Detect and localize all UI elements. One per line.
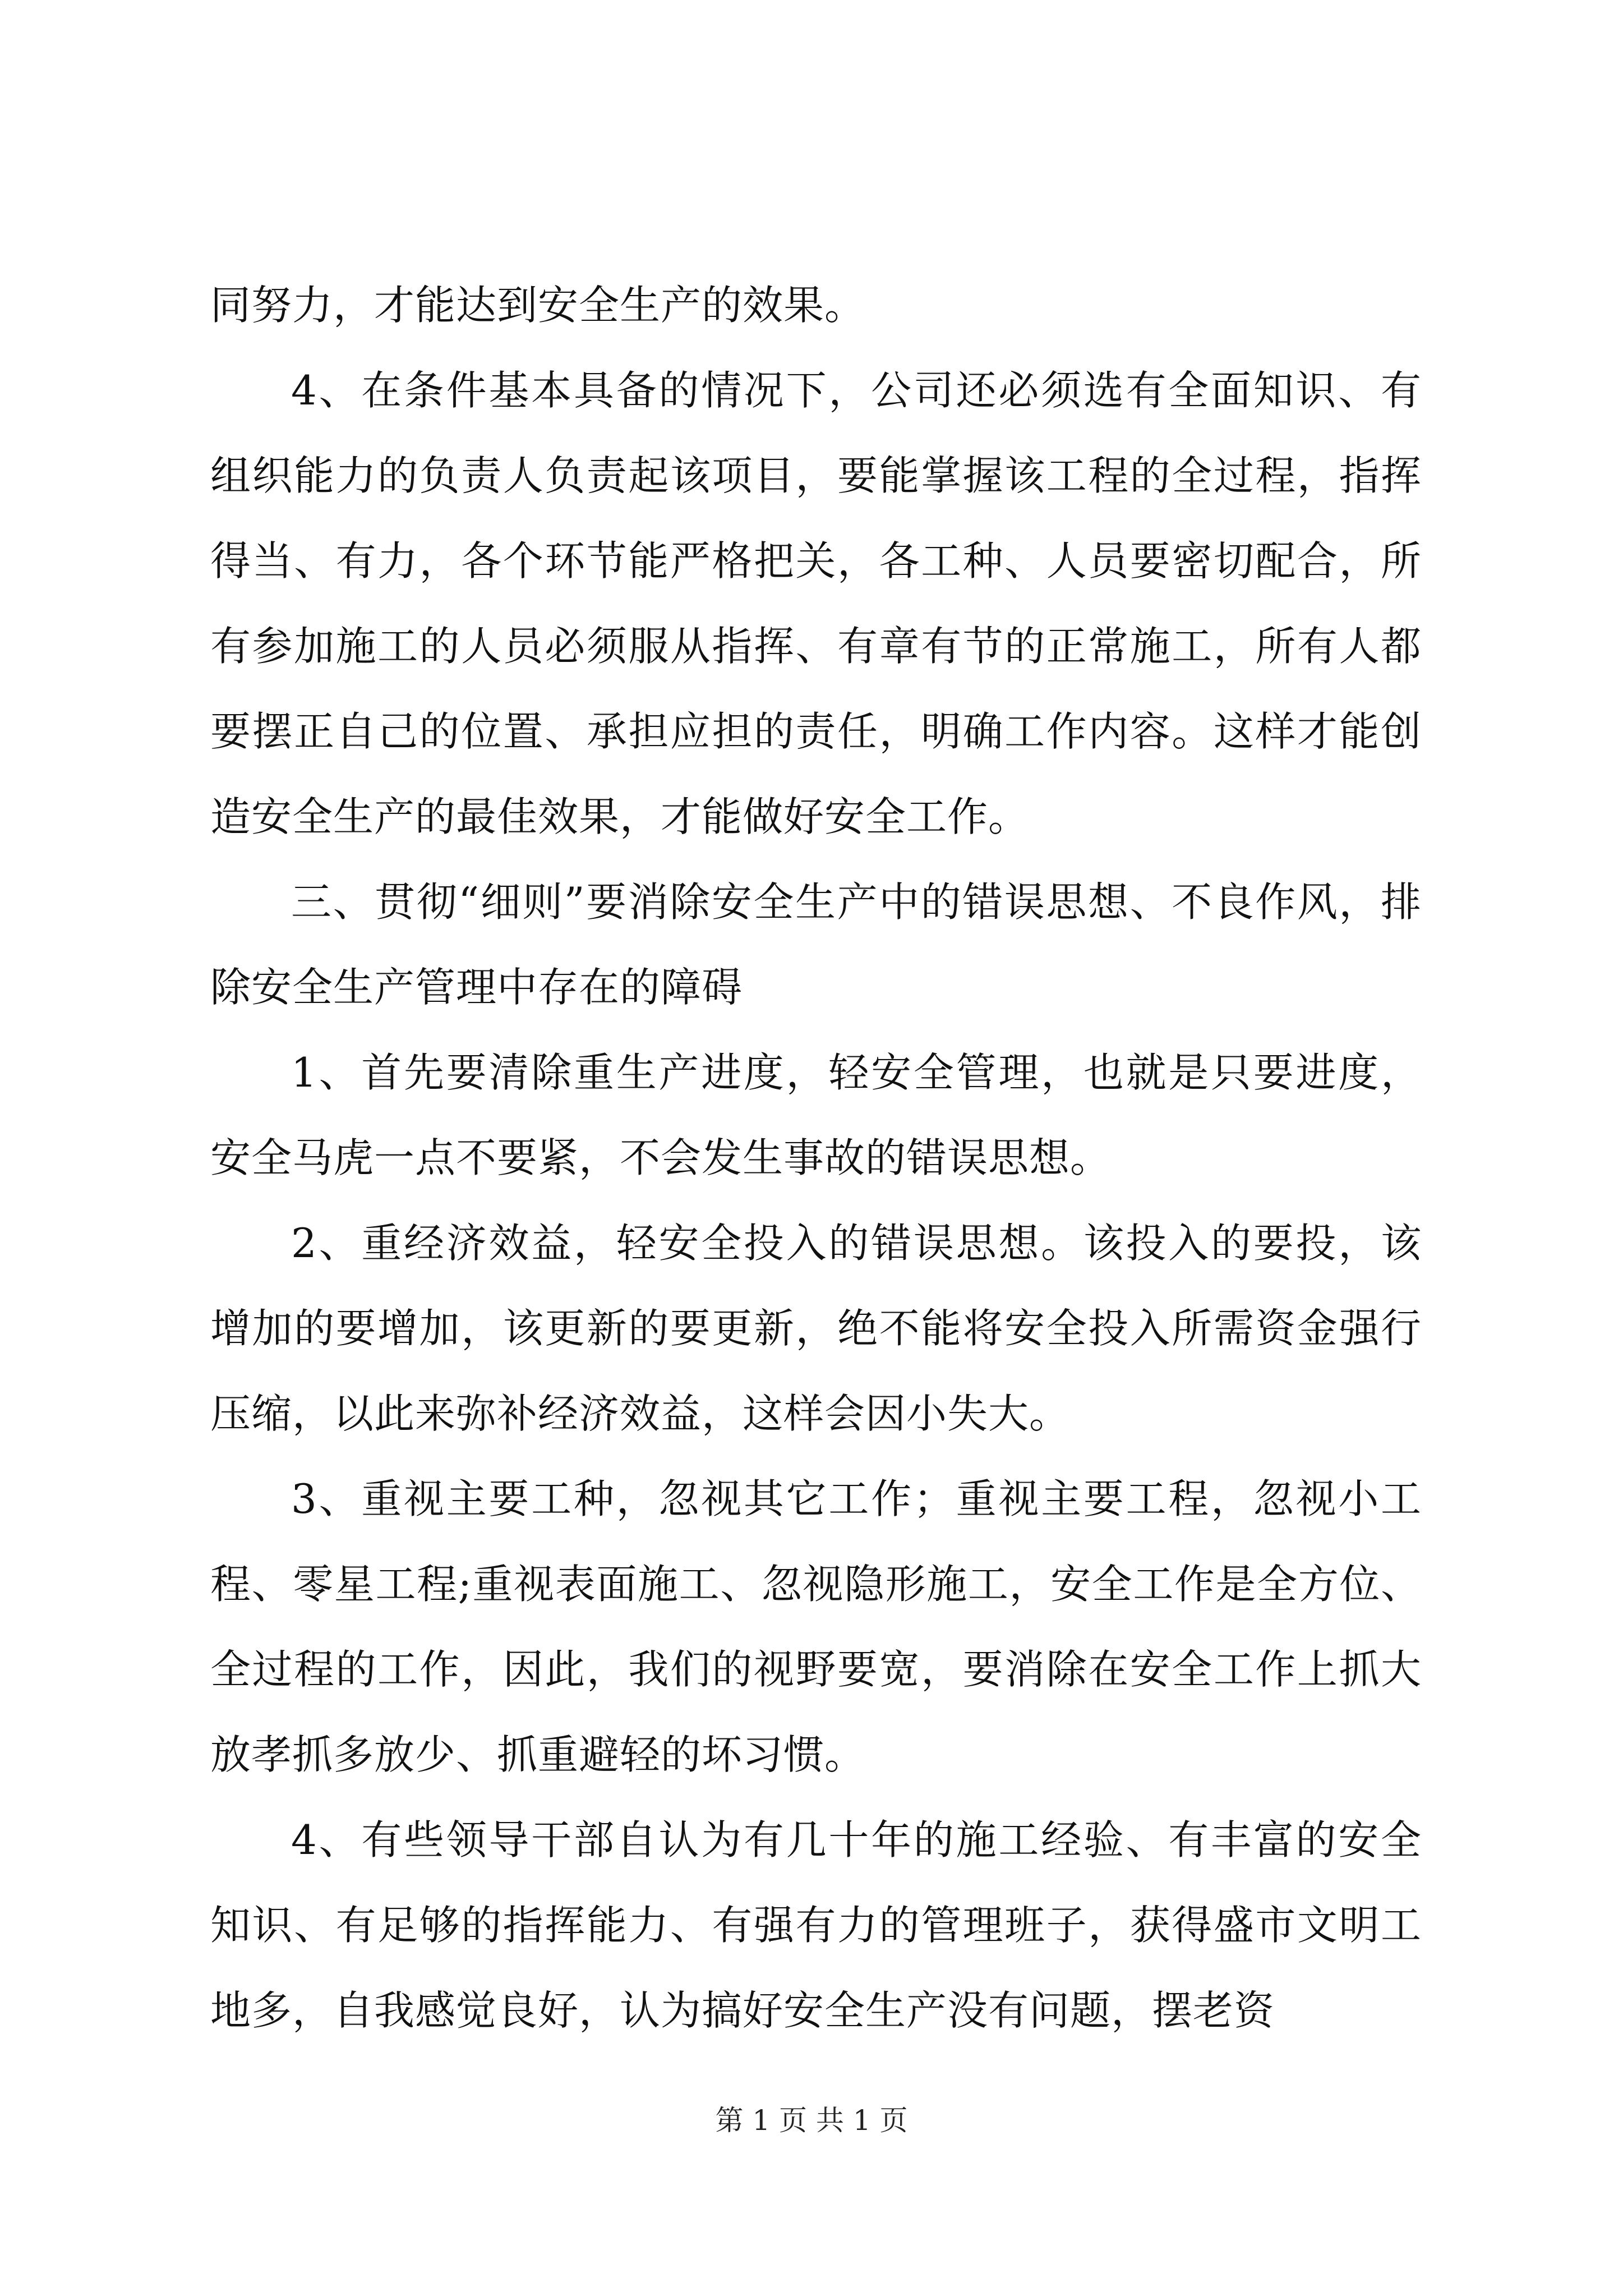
document-body bbox=[210, 263, 1422, 2053]
paragraph-7: 4、有些领导干部自认为有几十年的施工经验、有丰富的安全知识、有足够的指挥能力、有强有力的管理班子，获得盛市文明工地多，自我感觉良好，认为搞好安全生产没有问题，摆老资 bbox=[210, 1816, 1422, 2034]
page-number-footer: 第 1 页 共 1 页 bbox=[715, 2104, 908, 2137]
paragraph-1: 同努力，才能达到安全生产的效果。 bbox=[210, 282, 866, 329]
paragraph-5: 2、重经济效益，轻安全投入的错误思想。该投入的要投，该增加的要增加，该更新的要更新，绝不能将安全投入所需资金强行压缩，以此来弥补经济效益，这样会因小失大。 bbox=[210, 1220, 1422, 1437]
paragraph-4: 1、首先要清除重生产进度，轻安全管理，也就是只要进度，安全马虎一点不要紧，不会发生事故的错误思想。 bbox=[210, 1049, 1422, 1181]
paragraph-2: 4、在条件基本具备的情况下，公司还必须选有全面知识、有组织能力的负责人负责起该项目，要能掌握该工程的全过程，指挥得当、有力，各个环节能严格把关，各工种、人员要密切配合，所有参加施工的人员必须服从指挥、有章有节的正常施工，所有人都要摆正自己的位置、承担应担的责任，明确工作内容。这样才能创造安全生产的最佳效果，才能做好安全工作。 bbox=[210, 367, 1422, 840]
section-heading-3: 三、贯彻“细则”要消除安全生产中的错误思想、不良作风，排除安全生产管理中存在的障碍 bbox=[210, 878, 1422, 1011]
paragraph-6: 3、重视主要工种，忽视其它工作；重视主要工程，忽视小工程、零星工程;重视表面施工、忽视隐形施工，安全工作是全方位、全过程的工作，因此，我们的视野要宽，要消除在安全工作上抓大放孝抓多放少、抓重避轻的坏习惯。 bbox=[210, 1475, 1422, 1778]
